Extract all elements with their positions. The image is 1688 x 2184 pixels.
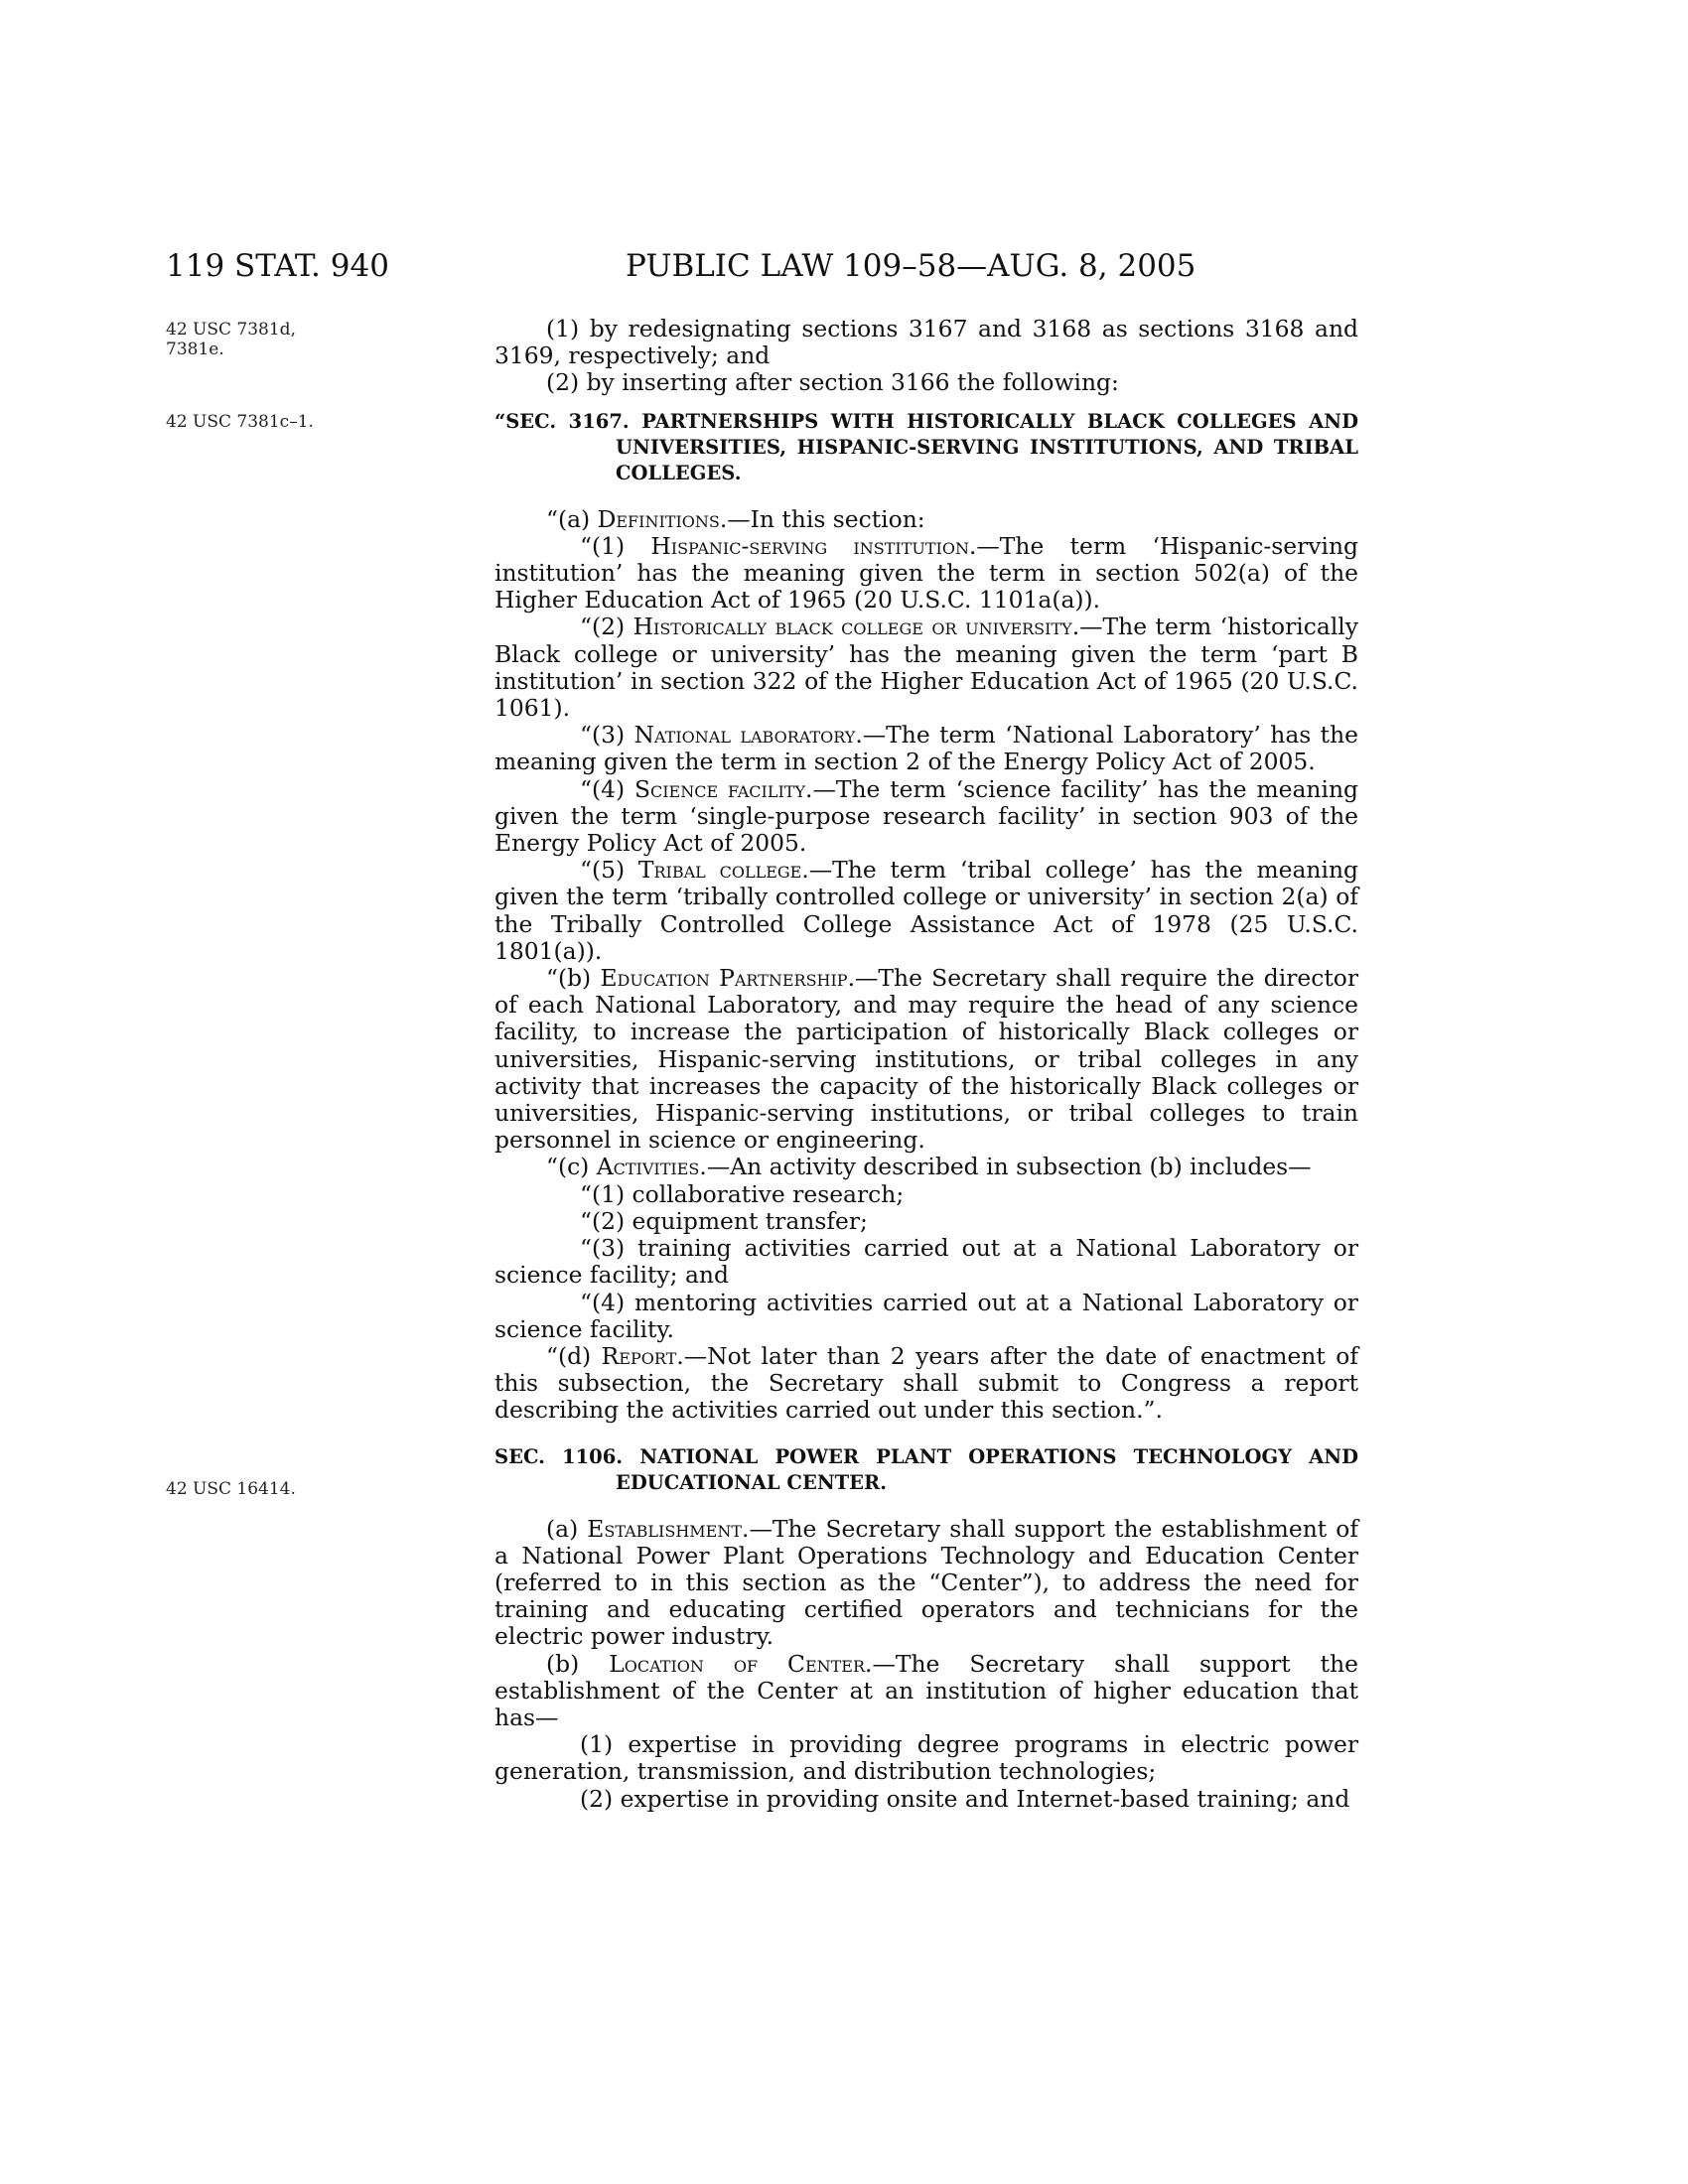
definition-2: “(2) Historically black college or university.—The term ‘historically Black college or university’ has the meaning given the term ‘part B institution’ in section 322 of the Higher Education Act of 1965 (20 U.S.C. 1061).: [494, 613, 1358, 723]
activity-3: “(3) training activities carried out at a National Laboratory or science facility; and: [494, 1234, 1358, 1290]
section-3167-label: “SEC. 3167.: [494, 409, 630, 433]
subsection-c-heading: Activities: [596, 1153, 700, 1181]
margin-note-3: 42 USC 16414.: [166, 1479, 296, 1499]
definition-4-heading: Science facility: [633, 774, 806, 803]
subsection-c: “(c) Activities.—An activity described in subsection (b) includes—: [546, 1153, 1312, 1181]
definition-5-heading: Tribal college: [637, 856, 802, 885]
intro-paragraph-2: (2) by inserting after section 3166 the following:: [546, 368, 1119, 397]
section-3167-title: PARTNERSHIPS WITH HISTORICALLY BLACK COLLEGES AND UNIVERSITIES, HISPANIC-SERVING INSTITUTIONS, AND TRIBAL COLLEGES.: [616, 409, 1358, 484]
definition-3: “(3) National laboratory.—The term ‘National Laboratory’ has the meaning given the term in section 2 of the Energy Policy Act of 2005.: [494, 721, 1358, 776]
section-1106-subsection-b: (b) Location of Center.—The Secretary shall support the establishment of the Center at an institution of higher education that has—: [494, 1649, 1358, 1731]
section-1106-title: NATIONAL POWER PLANT OPERATIONS TECHNOLOGY AND EDUCATIONAL CENTER.: [616, 1444, 1358, 1494]
location-item-2: (2) expertise in providing onsite and Internet-based training; and: [580, 1784, 1350, 1813]
subsection-b: “(b) Education Partnership.—The Secretary shall require the director of each National Laboratory, and may require the head of any science facility, to increase the participation of historically Black colleges or universities, Hispanic-serving institutions, or tribal colleges in any activity that increases the capacity of the historically Black colleges or universities, Hispanic-serving institutions, or tribal colleges to train personnel in science or engineering.: [494, 964, 1358, 1155]
section-1106-subsection-a: (a) Establishment.—The Secretary shall support the establishment of a National Power Plant Operations Technology and Education Center (referred to in this section as the “Center”), to address the need for training and educating certified operators and technicians for the electric power industry.: [494, 1514, 1358, 1651]
section-1106-b-heading: Location of Center: [609, 1649, 866, 1678]
definition-2-heading: Historically black college or university: [633, 613, 1072, 641]
location-item-1: (1) expertise in providing degree programs in electric power generation, transmission, and distribution technologies;: [494, 1730, 1358, 1786]
subsection-d: “(d) Report.—Not later than 2 years after the date of enactment of this subsection, the Secretary shall submit to Congress a report describing the activities carried out under this section.”.: [494, 1341, 1358, 1425]
definition-1: “(1) Hispanic-serving institution.—The term ‘Hispanic-serving institution’ has the meaning given the term in section 502(a) of the Higher Education Act of 1965 (20 U.S.C. 1101a(a)).: [494, 531, 1359, 614]
activity-4: “(4) mentoring activities carried out at a National Laboratory or science facility.: [494, 1288, 1358, 1343]
definition-3-heading: National laboratory: [633, 721, 856, 750]
statute-page-number: 119 STAT. 940: [166, 248, 389, 284]
subsection-b-heading: Education Partnership: [600, 964, 848, 993]
subsection-d-heading: Report: [601, 1341, 677, 1370]
subsection-a-heading: Definitions: [597, 504, 720, 533]
section-1106-heading: [494, 1444, 1358, 1496]
definition-1-heading: Hispanic-serving institution: [650, 531, 969, 560]
section-3167-heading: [494, 409, 1358, 486]
body-text: [494, 316, 1358, 1813]
activity-2: “(2) equipment transfer;: [580, 1206, 868, 1235]
definition-4: “(4) Science facility.—The term ‘science facility’ has the meaning given the term ‘single-purpose research facility’ in section 903 of the Energy Policy Act of 2005.: [494, 774, 1358, 858]
section-1106-a-heading: Establishment: [587, 1514, 743, 1543]
page-header: [0, 246, 1688, 286]
margin-note-1: 42 USC 7381d, 7381e.: [166, 320, 296, 359]
definition-5: “(5) Tribal college.—The term ‘tribal college’ has the meaning given the term ‘tribally controlled college or university’ in section 2(a) of the Tribally Controlled College Assistance Act of 1978 (25 U.S.C. 1801(a)).: [494, 856, 1359, 965]
intro-paragraph-1: (1) by redesignating sections 3167 and 3168 as sections 3168 and 3169, respectively; and: [494, 315, 1358, 370]
subsection-a: “(a) Definitions.—In this section:: [546, 504, 925, 533]
margin-note-2: 42 USC 7381c–1.: [166, 412, 314, 432]
running-head: PUBLIC LAW 109–58—AUG. 8, 2005: [626, 248, 1196, 284]
section-1106-label: SEC. 1106.: [494, 1444, 624, 1468]
activity-1: “(1) collaborative research;: [580, 1179, 905, 1208]
